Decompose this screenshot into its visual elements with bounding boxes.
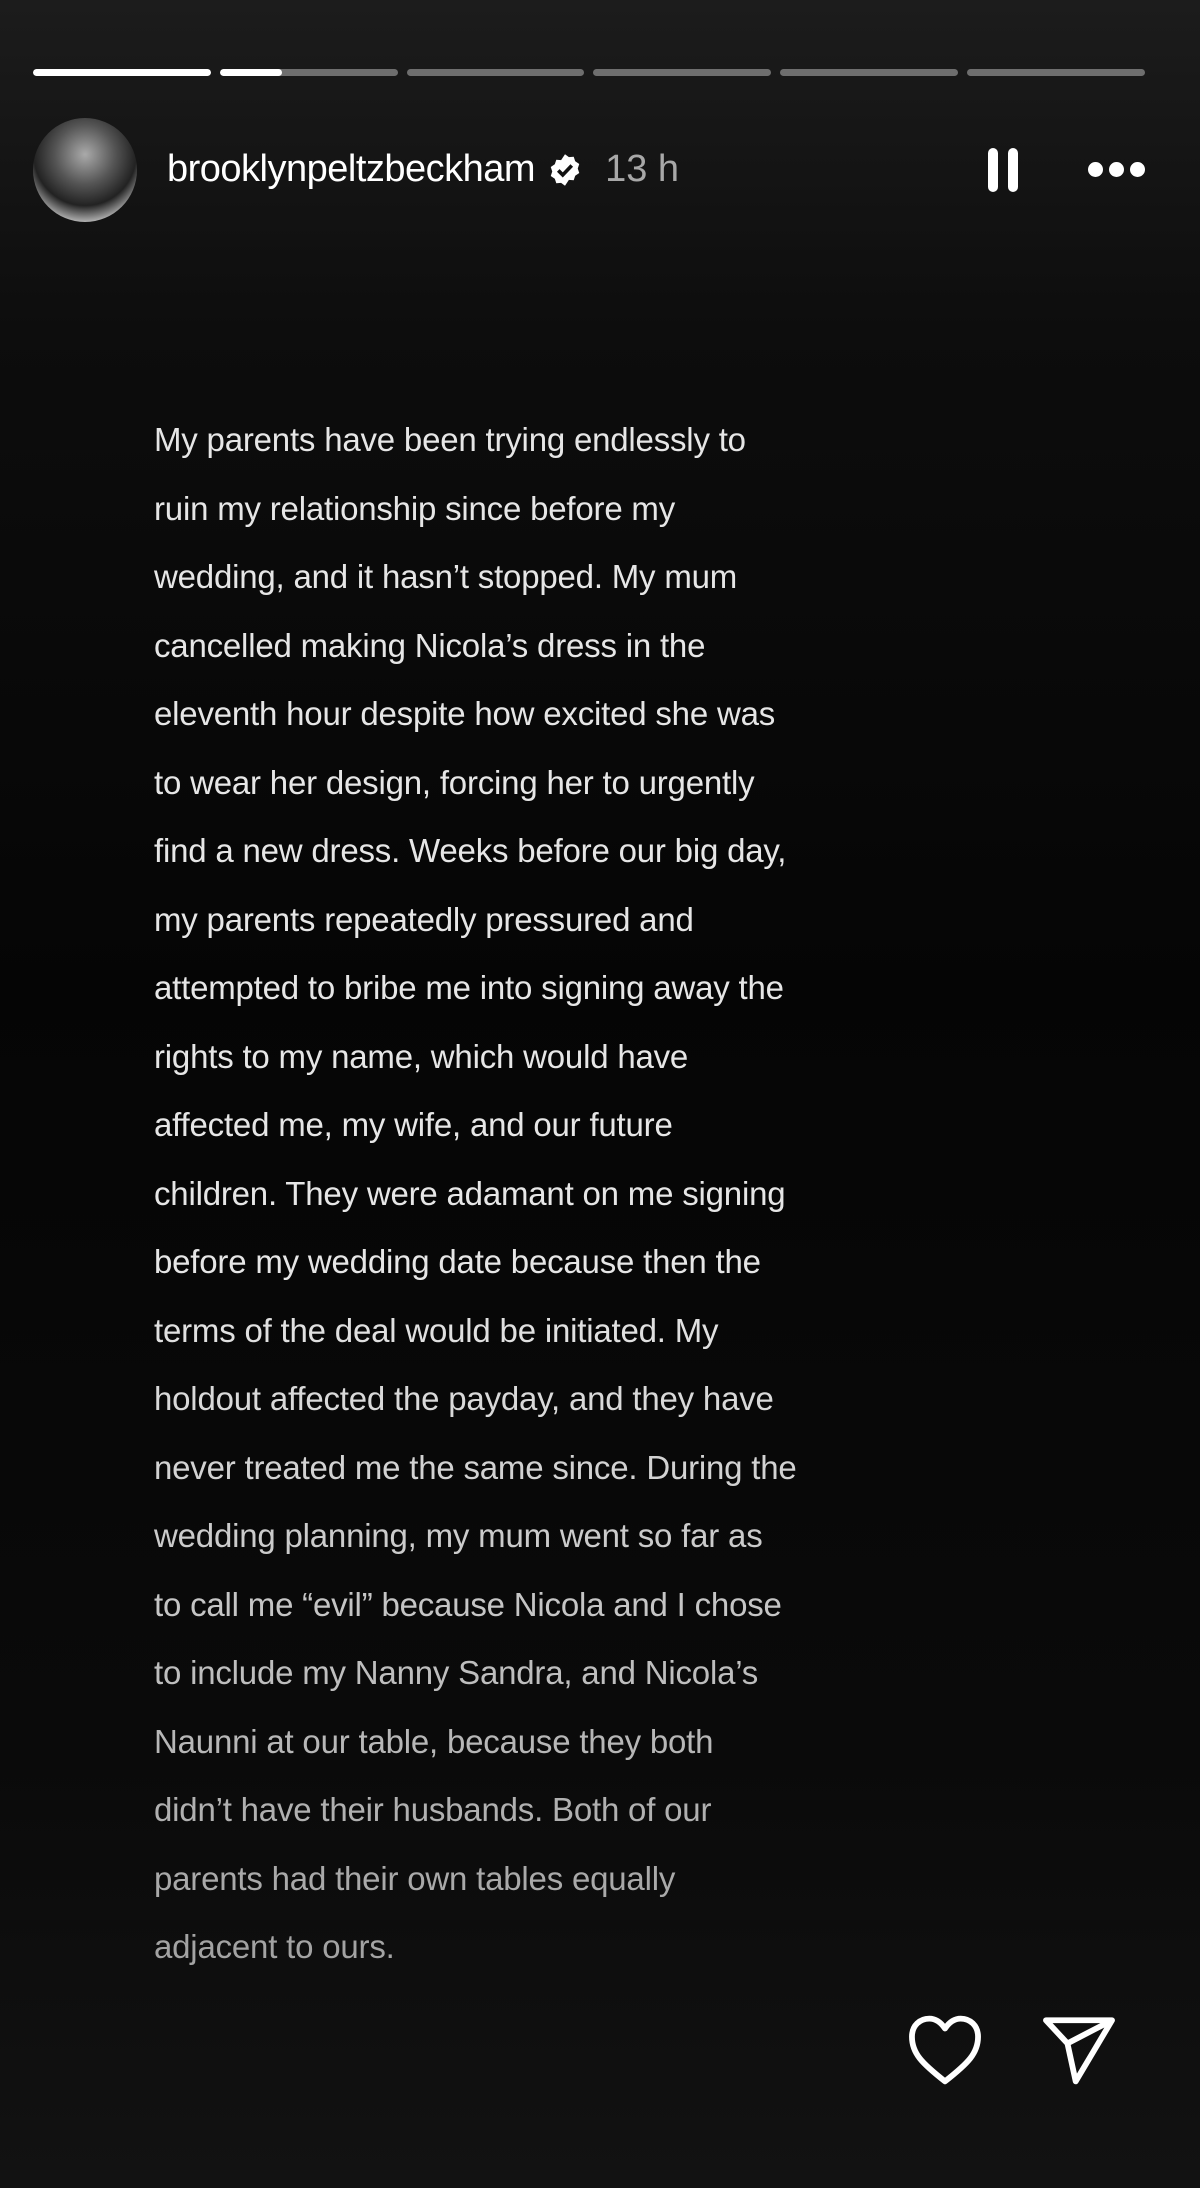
share-button[interactable]	[1039, 2012, 1119, 2088]
progress-segment	[33, 69, 211, 76]
more-icon	[1109, 162, 1124, 177]
heart-icon	[905, 2012, 985, 2088]
progress-segment	[220, 69, 398, 76]
story-progress-bar	[33, 69, 1145, 76]
verified-badge-icon	[547, 152, 583, 188]
story-text-line: before my wedding date because then the	[154, 1243, 761, 1280]
more-icon	[1130, 162, 1145, 177]
username[interactable]: brooklynpeltzbeckham	[167, 148, 536, 190]
avatar[interactable]	[33, 118, 137, 222]
story-text-line: never treated me the same since. During the	[154, 1448, 797, 1486]
progress-fill	[33, 69, 211, 76]
more-options-button[interactable]	[1088, 162, 1145, 177]
send-icon	[1039, 2012, 1119, 2088]
progress-segment	[967, 69, 1145, 76]
story-actions	[905, 2012, 1119, 2088]
story-text-line: didn’t have their husbands. Both of our	[154, 1791, 712, 1828]
story-text-line: wedding planning, my mum went so far as	[154, 1517, 763, 1554]
story-text-line: adjacent to ours.	[154, 1928, 395, 1965]
more-icon	[1088, 162, 1103, 177]
story-header	[33, 117, 1160, 222]
progress-segment	[780, 69, 958, 76]
pause-icon	[1008, 148, 1018, 192]
like-button[interactable]	[905, 2012, 985, 2088]
story-text-line: find a new dress. Weeks before our big day,	[154, 832, 787, 869]
story-text-line: eleventh hour despite how excited she was	[154, 695, 776, 732]
story-text-line: cancelled making Nicola’s dress in the	[154, 626, 706, 664]
story-text-line: affected me, my wife, and our future	[154, 1106, 673, 1143]
story-text-line: my parents repeatedly pressured and	[154, 900, 694, 938]
story-text-line: wedding, and it hasn’t stopped. My mum	[154, 558, 738, 595]
story-text-line: children. They were adamant on me signing	[154, 1174, 786, 1212]
story-text-line: rights to my name, which would have	[154, 1037, 689, 1075]
story-text-line: to call me “evil” because Nicola and I chose	[154, 1585, 782, 1623]
story-text-line: holdout affected the payday, and they have	[154, 1380, 774, 1417]
progress-segment	[407, 69, 585, 76]
story-text-line: to include my Nanny Sandra, and Nicola’s	[154, 1654, 759, 1691]
progress-fill	[220, 69, 282, 76]
story-text-line: attempted to bribe me into signing away the	[154, 969, 784, 1006]
story-text-line: to wear her design, forcing her to urgently	[154, 763, 755, 801]
pause-icon	[988, 148, 998, 192]
story-text-line: terms of the deal would be initiated. My	[154, 1311, 719, 1349]
pause-button[interactable]	[988, 148, 1018, 192]
story-text-line: Naunni at our table, because they both	[154, 1722, 714, 1760]
story-text-line: ruin my relationship since before my	[154, 489, 676, 527]
progress-segment	[593, 69, 771, 76]
story-text-line: My parents have been trying endlessly to	[154, 421, 746, 458]
story-text-line: parents had their own tables equally	[154, 1859, 676, 1897]
post-time: 13 h	[605, 148, 680, 190]
story-text	[154, 406, 1054, 1982]
